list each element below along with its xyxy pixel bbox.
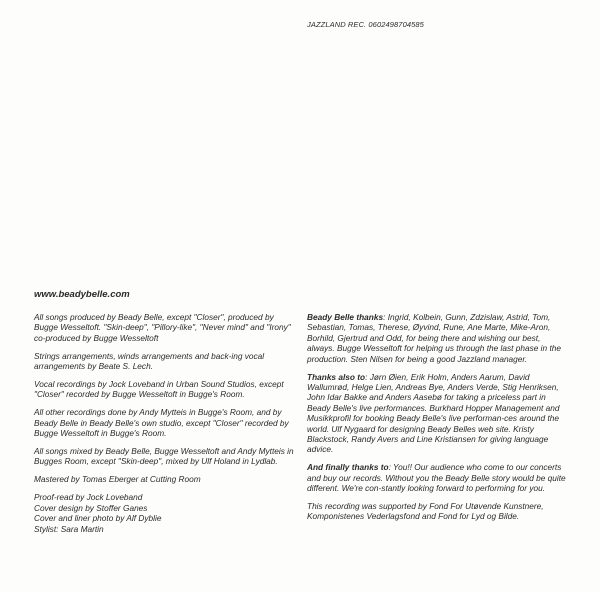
band-thanks-paragraph [307,312,567,364]
also-thanks-heading: Thanks also to [307,371,366,382]
mixing-paragraph: All songs mixed by Beady Belle, Bugge Wesseltoft and Andy Mytteis in Bugges Room, except "Skin-deep", mixed by Ulf Holand in Lydlab. [34,446,294,467]
also-thanks-paragraph [307,372,567,455]
production-paragraph: All songs produced by Beady Belle, except "Closer", produced by Bugge Wesseltoft. "Skin-deep", "Pillory-like", "Never mind" and "Irony" co-produced by Bugge Wesseltoft [34,312,291,343]
final-thanks-heading: And finally thanks to [307,462,389,473]
also-thanks-body: : Jørn Øien, Erik Holm, Anders Aarum, David Wallumrød, Helge Lien, Andreas Bye, Anders Verde, Stig Henriksen, John Idar Bakke and Anders Aasebø for taking a priceless part in Beady Belle's live performances. Burkhard Hopper Management and Musikkprofil for booking Beady Belle's live performan-ces around the world. Ulf Nygaard for designing Beady Belles web site. Kristy Blackstock, Randy Avers and Line Kristiansen for giving language advice. [307,371,560,455]
credit-line: Cover design by Stoffer Ganes [34,502,148,513]
band-thanks-heading: Beady Belle thanks [307,312,384,322]
mastering-paragraph: Mastered by Tomas Eberger at Cutting Room [34,474,201,485]
final-thanks-paragraph [307,462,567,493]
credit-line: Proof-read by Jock Loveband [34,492,143,503]
band-thanks-body: : Ingrid, Kolbein, Gunn, Zdzislaw, Astrid, Tom, Sebastian, Tomas, Therese, Øyvind, Rune, Ane Marte, Mike-Aron, Borhild, Gjertrud and Odd, for being there and wishing our best, always. Bugge Wesseltoft for helping us through the last phase in the production. Sten Nilsen for being a good Jazzland manager. [307,312,561,364]
production-credits [34,312,294,534]
design-credits [34,492,294,534]
funding-paragraph: This recording was supported by Fond For Utøvende Kunstnere, Komponistenes Vederlagsfond and Fond for Lyd og Bilde. [307,501,544,522]
arrangements-paragraph: Strings arrangements, winds arrangements and back-ing vocal arrangements by Beate S. Lech. [34,350,265,372]
catalog-number: JAZZLAND REC. 0602498704585 [307,20,424,29]
vocal-recordings-paragraph: Vocal recordings by Jock Loveband in Urban Sound Studios, except "Closer" recorded by Bugge Wesseltoft in Bugge's Room. [34,379,284,400]
final-thanks-body: : You!! Our audience who come to our concerts and buy our records. Without you the Beady Belle story would be quite different. We're con-stantly looking forward to performing for you. [307,462,566,494]
thanks-section [307,312,567,522]
credit-line: Cover and liner photo by Alf Dyblie [34,513,162,524]
credit-line: Stylist: Sara Martin [34,523,104,534]
website-url: www.beadybelle.com [34,289,130,300]
other-recordings-paragraph: All other recordings done by Andy Mytteis in Bugge's Room, and by Beady Belle in Beady Belle's own studio, except "Closer" recorded by Bugge Wesseltoft in Bugge's Room. [34,407,289,439]
